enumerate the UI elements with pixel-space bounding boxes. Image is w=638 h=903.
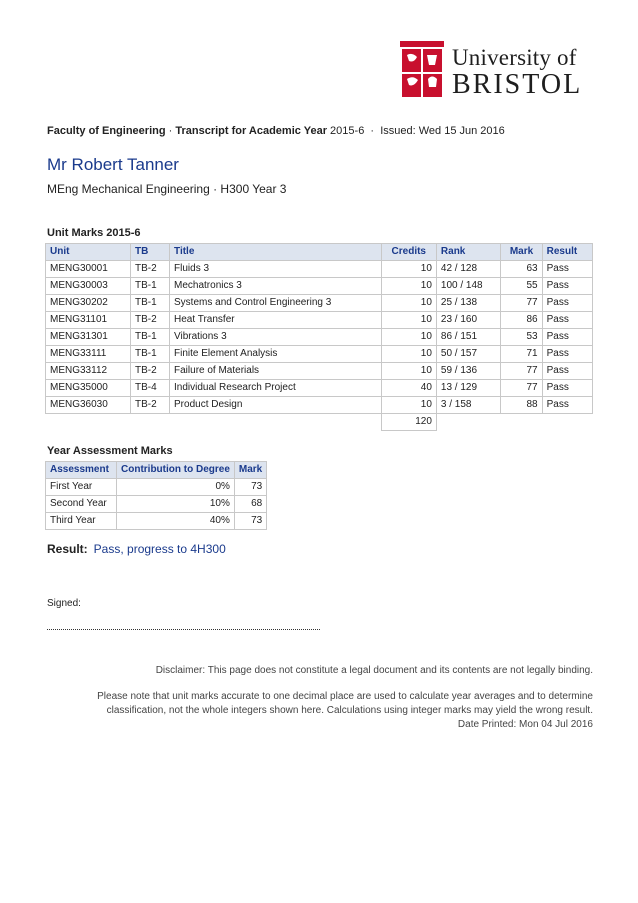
table-row (46, 278, 593, 295)
rank-cell: 86 / 151 (436, 329, 501, 346)
credits-cell: 10 (381, 363, 436, 380)
empty-cell (501, 414, 542, 431)
teaching-block-cell: TB-2 (131, 397, 170, 414)
mark-cell: 77 (501, 380, 542, 397)
column-header: Mark (234, 462, 266, 479)
column-header: Title (170, 244, 382, 261)
table-row (46, 346, 593, 363)
table-row (46, 312, 593, 329)
mark-cell: 53 (501, 329, 542, 346)
total-credits-cell: 120 (381, 414, 436, 431)
faculty-name: Faculty of Engineering (47, 125, 166, 137)
mark-cell: 71 (501, 346, 542, 363)
unit-title-cell: Heat Transfer (170, 312, 382, 329)
teaching-block-cell: TB-4 (131, 380, 170, 397)
assessment-cell: Second Year (46, 496, 117, 513)
column-header: Rank (436, 244, 501, 261)
empty-cell (436, 414, 501, 431)
mark-cell: 73 (234, 479, 266, 496)
teaching-block-cell: TB-1 (131, 329, 170, 346)
rank-cell: 100 / 148 (436, 278, 501, 295)
teaching-block-cell: TB-1 (131, 278, 170, 295)
result-value: Pass, progress to 4H300 (93, 542, 226, 556)
unit-code-cell: MENG31301 (46, 329, 131, 346)
unit-title-cell: Finite Element Analysis (170, 346, 382, 363)
result-cell: Pass (542, 397, 592, 414)
table-header-row (46, 244, 593, 261)
unit-title-cell: Individual Research Project (170, 380, 382, 397)
disclaimer-text: Disclaimer: This page does not constitute a legal document and its contents are not legally binding. (155, 665, 593, 676)
table-row (46, 479, 267, 496)
result-cell: Pass (542, 312, 592, 329)
rank-cell: 42 / 128 (436, 261, 501, 278)
credits-cell: 10 (381, 346, 436, 363)
result-cell: Pass (542, 329, 592, 346)
table-row (46, 496, 267, 513)
document-title: Transcript for Academic Year (175, 125, 327, 137)
table-row (46, 380, 593, 397)
mark-cell: 88 (501, 397, 542, 414)
header-separator: · (165, 125, 176, 137)
credits-cell: 10 (381, 397, 436, 414)
column-header: Credits (381, 244, 436, 261)
rank-cell: 59 / 136 (436, 363, 501, 380)
logo-line-2: BRISTOL (452, 69, 583, 100)
column-header: TB (131, 244, 170, 261)
mark-cell: 86 (501, 312, 542, 329)
unit-title-cell: Fluids 3 (170, 261, 382, 278)
column-header: Contribution to Degree (117, 462, 235, 479)
mark-cell: 68 (234, 496, 266, 513)
table-row (46, 397, 593, 414)
unit-code-cell: MENG30001 (46, 261, 131, 278)
mark-cell: 63 (501, 261, 542, 278)
result-cell: Pass (542, 363, 592, 380)
year-assessment-heading: Year Assessment Marks (47, 445, 173, 457)
unit-code-cell: MENG33112 (46, 363, 131, 380)
empty-cell (46, 414, 131, 431)
empty-cell (131, 414, 170, 431)
unit-code-cell: MENG30202 (46, 295, 131, 312)
university-logo (400, 41, 596, 103)
assessment-cell: First Year (46, 479, 117, 496)
contribution-cell: 40% (117, 513, 235, 530)
table-header-row (46, 462, 267, 479)
result-cell: Pass (542, 278, 592, 295)
credits-cell: 40 (381, 380, 436, 397)
column-header: Assessment (46, 462, 117, 479)
credits-cell: 10 (381, 261, 436, 278)
rank-cell: 23 / 160 (436, 312, 501, 329)
transcript-header (47, 125, 505, 137)
unit-title-cell: Product Design (170, 397, 382, 414)
teaching-block-cell: TB-1 (131, 346, 170, 363)
total-credits-row (46, 414, 593, 431)
mark-cell: 73 (234, 513, 266, 530)
table-row (46, 295, 593, 312)
unit-code-cell: MENG30003 (46, 278, 131, 295)
credits-cell: 10 (381, 295, 436, 312)
unit-marks-table (45, 243, 593, 431)
table-row (46, 329, 593, 346)
unit-code-cell: MENG36030 (46, 397, 131, 414)
column-header: Unit (46, 244, 131, 261)
result-cell: Pass (542, 295, 592, 312)
credits-cell: 10 (381, 329, 436, 346)
rank-cell: 25 / 138 (436, 295, 501, 312)
rank-cell: 3 / 158 (436, 397, 501, 414)
table-row (46, 363, 593, 380)
unit-code-cell: MENG35000 (46, 380, 131, 397)
crest-icon (400, 41, 444, 101)
teaching-block-cell: TB-2 (131, 312, 170, 329)
unit-code-cell: MENG33111 (46, 346, 131, 363)
note-line-2: classification, not the whole integers shown here. Calculations using integer marks may yield the wrong result. (106, 705, 593, 716)
year-assessment-table (45, 461, 267, 530)
column-header: Mark (501, 244, 542, 261)
unit-title-cell: Mechatronics 3 (170, 278, 382, 295)
unit-title-cell: Systems and Control Engineering 3 (170, 295, 382, 312)
result-cell: Pass (542, 346, 592, 363)
issued-date: Issued: Wed 15 Jun 2016 (380, 125, 505, 137)
student-name: Mr Robert Tanner (47, 155, 179, 174)
unit-marks-heading: Unit Marks 2015-6 (47, 227, 141, 239)
empty-cell (170, 414, 382, 431)
empty-cell (542, 414, 592, 431)
table-row (46, 261, 593, 278)
academic-year: 2015-6 (327, 125, 365, 137)
rank-cell: 13 / 129 (436, 380, 501, 397)
mark-cell: 77 (501, 295, 542, 312)
result-cell: Pass (542, 261, 592, 278)
signed-label: Signed: (47, 598, 81, 609)
teaching-block-cell: TB-2 (131, 261, 170, 278)
logo-line-1: University of (452, 45, 577, 70)
teaching-block-cell: TB-1 (131, 295, 170, 312)
result-label: Result: (47, 542, 88, 556)
rank-cell: 50 / 157 (436, 346, 501, 363)
unit-code-cell: MENG31101 (46, 312, 131, 329)
date-printed: Date Printed: Mon 04 Jul 2016 (457, 719, 593, 730)
table-row (46, 513, 267, 530)
mark-cell: 55 (501, 278, 542, 295)
programme-info: MEng Mechanical Engineering · H300 Year 3 (47, 182, 287, 196)
credits-cell: 10 (381, 312, 436, 329)
teaching-block-cell: TB-2 (131, 363, 170, 380)
column-header: Result (542, 244, 592, 261)
header-separator: · (364, 125, 381, 137)
note-line-1: Please note that unit marks accurate to one decimal place are used to calculate year averages and to determine (97, 691, 593, 702)
result-cell: Pass (542, 380, 592, 397)
unit-title-cell: Failure of Materials (170, 363, 382, 380)
contribution-cell: 0% (117, 479, 235, 496)
result-line (47, 542, 226, 556)
signature-line (47, 629, 320, 630)
contribution-cell: 10% (117, 496, 235, 513)
assessment-cell: Third Year (46, 513, 117, 530)
unit-title-cell: Vibrations 3 (170, 329, 382, 346)
logo-wordmark (452, 46, 582, 99)
credits-cell: 10 (381, 278, 436, 295)
mark-cell: 77 (501, 363, 542, 380)
